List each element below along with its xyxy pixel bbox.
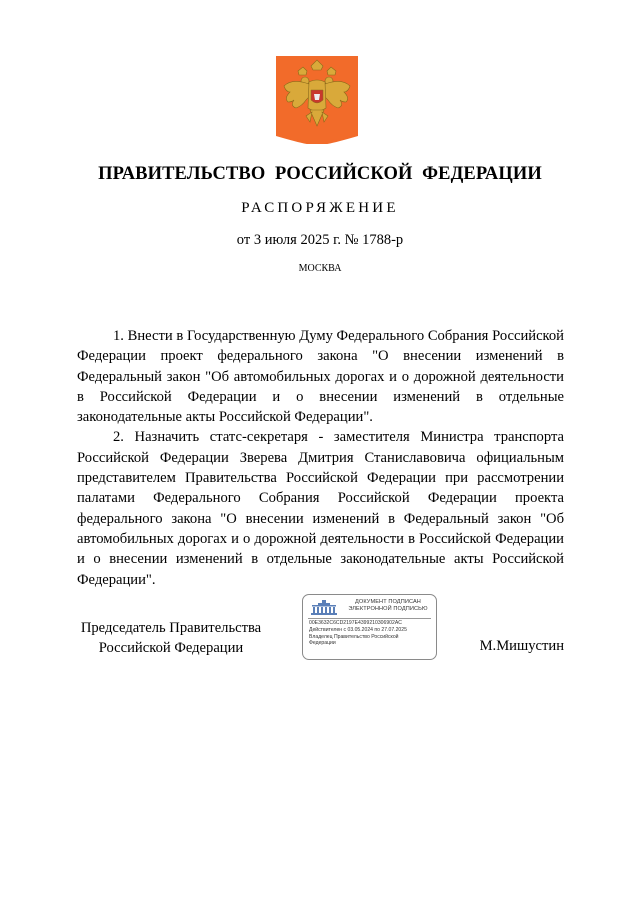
government-building-icon (309, 599, 339, 616)
stamp-certificate: 00E3632C6CD2197E4399210306902AC (309, 620, 402, 626)
stamp-title-line-2: ЭЛЕКТРОННОЙ ПОДПИСЬЮ (348, 606, 428, 612)
signatory-position-line-1: Председатель Правительства (80, 620, 262, 636)
signatory-position-line-2: Российской Федерации (98, 640, 244, 656)
stamp-validity: Действителен с 03.05.2024 по 27.07.2025 (309, 627, 407, 634)
document-city: МОСКВА (298, 263, 342, 274)
stamp-title-line-1: ДОКУМЕНТ ПОДПИСАН (355, 599, 421, 605)
stamp-title (343, 599, 433, 613)
stamp-header (309, 599, 430, 616)
stamp-details (309, 620, 433, 646)
stamp-owner-line-1: Владелец Правительство Российской (309, 633, 399, 640)
document-type: РАСПОРЯЖЕНИЕ (241, 200, 399, 216)
stamp-divider (308, 618, 431, 619)
document-body (77, 326, 564, 590)
russian-coat-of-arms-icon (276, 56, 358, 144)
paragraph-1: 1. Внести в Государственную Думу Федерального Собрания Российской Федерации проект федерального закона "О внесении изменений в Федеральный закон "Об автомобильных дорогах и о дорожной деятельности в Российской Федерации и о внесении изменений в отдельные законодательные акты Российской Федерации". (77, 328, 564, 426)
paragraph-2: 2. Назначить статс-секретаря - заместителя Министра транспорта Российской Федерации Зверева Дмитрия Станиславовича официальным представителем Правительства Российской Федерации при рассмотрении палатами Федерального Собрания Российской Федерации проекта федерального закона "О внесении изменений в Федеральный закон "Об автомобильных дорогах и о дорожной деятельности в Российской Федерации и о внесении изменений в отдельные законодательные акты Российской Федерации". (77, 429, 564, 588)
government-title: ПРАВИТЕЛЬСТВО РОССИЙСКОЙ ФЕДЕРАЦИИ (98, 164, 542, 184)
electronic-signature-stamp (302, 594, 437, 660)
stamp-owner-line-2: Федерации (309, 640, 336, 647)
document-date-number: от 3 июля 2025 г. № 1788-р (236, 232, 404, 248)
signatory-name: М.Мишустин (479, 638, 564, 654)
signatory-position (70, 618, 272, 658)
coat-of-arms-emblem (276, 56, 358, 144)
